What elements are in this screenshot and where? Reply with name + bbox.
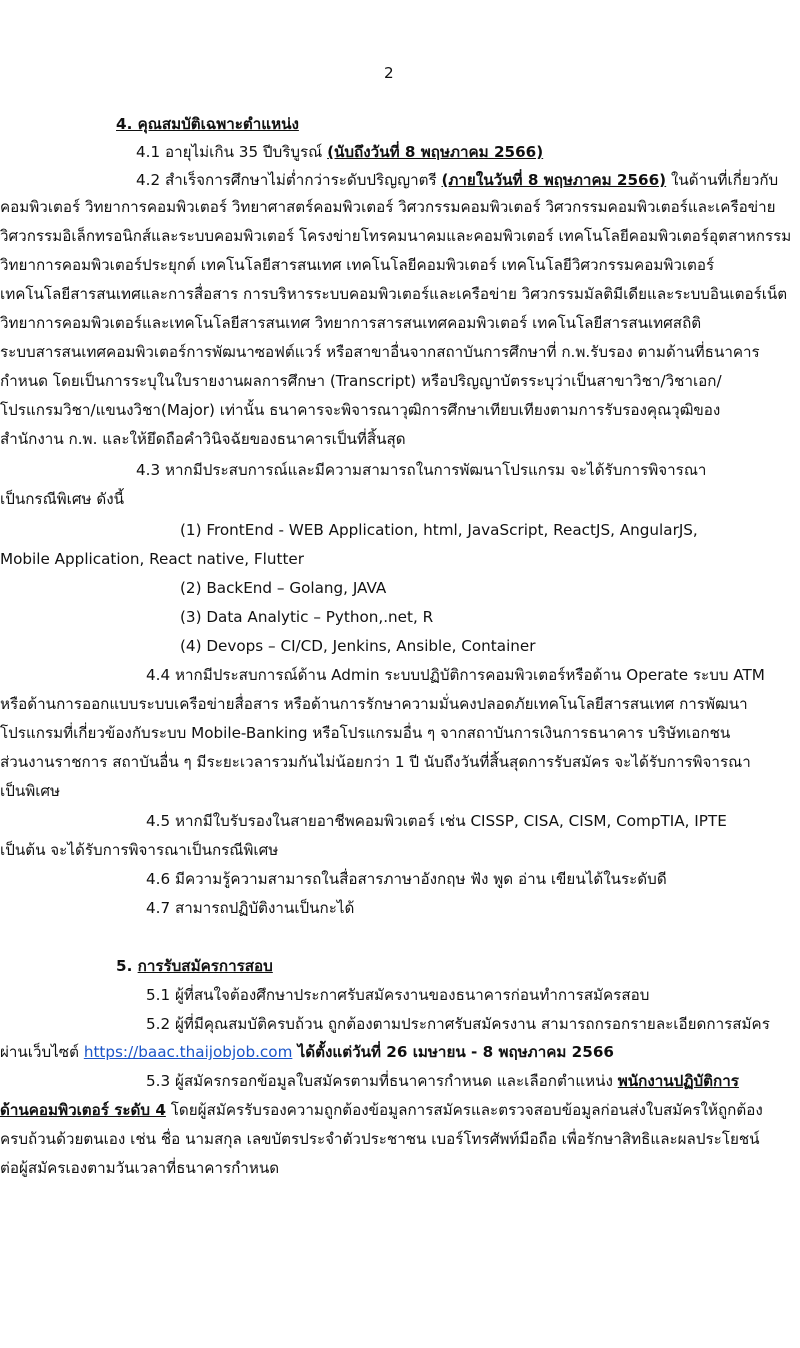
section-5-heading — [116, 956, 273, 976]
item-4-1-text: 4.1 อายุไม่เกิน 35 ปีบริบูรณ์ — [136, 143, 328, 161]
item-4-2-line: วิทยาการคอมพิวเตอร์ประยุกต์ เทคโนโลยีสารสนเทศ เทคโนโลยีคอมพิวเตอร์ เทคโนโลยีวิศวกรรมคอมพิวเตอร์ — [0, 256, 715, 274]
item-5-3-line: ต่อผู้สมัครเองตามวันเวลาที่ธนาคารกำหนด — [0, 1159, 280, 1177]
item-4-1-date: (นับถึงวันที่ 8 พฤษภาคม 2566) — [327, 143, 544, 161]
section-4-heading: 4. คุณสมบัติเฉพาะตำแหน่ง — [116, 115, 299, 133]
item-4-2-date: (ภายในวันที่ 8 พฤษภาคม 2566) — [441, 171, 667, 189]
item-4-4-line: ส่วนงานราชการ สถาบันอื่น ๆ มีระยะเวลารวมกันไม่น้อยกว่า 1 ปี นับถึงวันที่สิ้นสุดการรับสมัคร จะได้รับการพิจารณา — [0, 753, 751, 771]
item-4-1 — [136, 142, 543, 162]
item-5-2-date-range: ได้ตั้งแต่วันที่ 26 เมษายน - 8 พฤษภาคม 2566 — [292, 1043, 614, 1061]
skill-frontend: (1) FrontEnd - WEB Application, html, JavaScript, ReactJS, AngularJS, — [180, 521, 698, 539]
item-4-4-line: หรือด้านการออกแบบระบบเครือข่ายสื่อสาร หรือด้านการรักษาความมั่นคงปลอดภัยเทคโนโลยีสารสนเทศ การพัฒนา — [0, 695, 748, 713]
item-5-3-first-line — [146, 1071, 739, 1091]
item-4-2-line: วิทยาการคอมพิวเตอร์และเทคโนโลยีสารสนเทศ วิทยาการสารสนเทศคอมพิวเตอร์ เทคโนโลยีสารสนเทศสถิติ — [0, 314, 702, 332]
item-5-3-second-line — [0, 1100, 763, 1120]
item-4-3-line: 4.3 หากมีประสบการณ์และมีความสามารถในการพัฒนาโปรแกรม จะได้รับการพิจารณา — [136, 461, 707, 479]
item-4-2-line: โปรแกรมวิชา/แขนงวิชา(Major) เท่านั้น ธนาคารจะพิจารณาวุฒิการศึกษาเทียบเทียงตามการรับรองคุณวุฒิของ — [0, 401, 721, 419]
item-4-3-line: เป็นกรณีพิเศษ ดังนี้ — [0, 490, 124, 508]
item-4-2-text-b: ในด้านที่เกี่ยวกับ — [666, 171, 779, 189]
application-website-link[interactable]: https://baac.thaijobjob.com — [83, 1043, 293, 1061]
item-5-3-position-level: ด้านคอมพิวเตอร์ ระดับ 4 — [0, 1101, 166, 1119]
item-4-2-first-line — [136, 170, 778, 190]
item-4-2-line: วิศวกรรมอิเล็กทรอนิกส์และระบบคอมพิวเตอร์ โครงข่ายโทรคมนาคมและคอมพิวเตอร์ เทคโนโลยีคอมพิวเตอร์อุตสาหกรรม — [0, 227, 792, 245]
item-4-2-line: สำนักงาน ก.พ. และให้ยึดถือคำวินิจฉัยของธนาคารเป็นที่สิ้นสุด — [0, 430, 406, 448]
item-4-2-line: คอมพิวเตอร์ วิทยาการคอมพิวเตอร์ วิทยาศาสตร์คอมพิวเตอร์ วิศวกรรมคอมพิวเตอร์ วิศวกรรมคอมพิวเตอร์และเครือข่าย — [0, 198, 776, 216]
page-number: 2 — [384, 64, 394, 82]
item-4-4-line: โปรแกรมที่เกี่ยวข้องกับระบบ Mobile-Banking หรือโปรแกรมอื่น ๆ จากสถาบันการเงินการธนาคาร บริษัทเอกชน — [0, 724, 731, 742]
item-4-2-line: เทคโนโลยีสารสนเทศและการสื่อสาร การบริหารระบบคอมพิวเตอร์และเครือข่าย วิศวกรรมมัลติมีเดียและระบบอินเตอร์เน็ต — [0, 285, 788, 303]
section-5-number: 5. — [116, 957, 138, 975]
item-5-2-website-line — [0, 1042, 614, 1062]
item-5-3-text-b: โดยผู้สมัครรับรองความถูกต้องข้อมูลการสมัครและตรวจสอบข้อมูลก่อนส่งใบสมัครให้ถูกต้อง — [165, 1101, 763, 1119]
skill-backend: (2) BackEnd – Golang, JAVA — [180, 579, 387, 597]
skill-frontend-continued: Mobile Application, React native, Flutter — [0, 550, 304, 568]
item-4-7: 4.7 สามารถปฏิบัติงานเป็นกะได้ — [146, 899, 355, 917]
item-5-2-line: 5.2 ผู้ที่มีคุณสมบัติครบถ้วน ถูกต้องตามประกาศรับสมัครงาน สามารถกรอกรายละเอียดการสมัคร — [146, 1015, 770, 1033]
item-5-1: 5.1 ผู้ที่สนใจต้องศึกษาประกาศรับสมัครงานของธนาคารก่อนทำการสมัครสอบ — [146, 986, 650, 1004]
item-4-4-line: 4.4 หากมีประสบการณ์ด้าน Admin ระบบปฏิบัติการคอมพิวเตอร์หรือด้าน Operate ระบบ ATM — [146, 666, 765, 684]
item-4-6: 4.6 มีความรู้ความสามารถในสื่อสารภาษาอังกฤษ ฟัง พูด อ่าน เขียนได้ในระดับดี — [146, 870, 667, 888]
item-5-3-position-name: พนักงานปฏิบัติการ — [617, 1072, 739, 1090]
item-4-5-line: 4.5 หากมีใบรับรองในสายอาชีพคอมพิวเตอร์ เช่น CISSP, CISA, CISM, CompTIA, IPTE — [146, 812, 727, 830]
item-4-5-line: เป็นต้น จะได้รับการพิจารณาเป็นกรณีพิเศษ — [0, 841, 279, 859]
item-4-4-line: เป็นพิเศษ — [0, 782, 61, 800]
section-5-title: การรับสมัครการสอบ — [137, 957, 273, 975]
skill-devops: (4) Devops – CI/CD, Jenkins, Ansible, Container — [180, 637, 536, 655]
item-5-2-website-label: ผ่านเว็บไซต์ — [0, 1043, 84, 1061]
item-4-2-text-a: 4.2 สำเร็จการศึกษาไม่ต่ำกว่าระดับปริญญาตรี — [136, 171, 442, 189]
skill-data-analytic: (3) Data Analytic – Python,.net, R — [180, 608, 434, 626]
item-5-3-text-a: 5.3 ผู้สมัครกรอกข้อมูลใบสมัครตามที่ธนาคารกำหนด และเลือกตำแหน่ง — [146, 1072, 618, 1090]
item-4-2-line: กำหนด โดยเป็นการระบุในใบรายงานผลการศึกษา (Transcript) หรือปริญญาบัตรระบุว่าเป็นสาขาวิชา/วิชาเอก/ — [0, 372, 722, 390]
item-5-3-line: ครบถ้วนด้วยตนเอง เช่น ชื่อ นามสกุล เลขบัตรประจำตัวประชาชน เบอร์โทรศัพท์มือถือ เพื่อรักษาสิทธิและผลประโยชน์ — [0, 1130, 760, 1148]
item-4-2-line: ระบบสารสนเทศคอมพิวเตอร์การพัฒนาซอฟต์แวร์ หรือสาขาอื่นจากสถาบันการศึกษาที่ ก.พ.รับรอง ตามด้านที่ธนาคาร — [0, 343, 760, 361]
